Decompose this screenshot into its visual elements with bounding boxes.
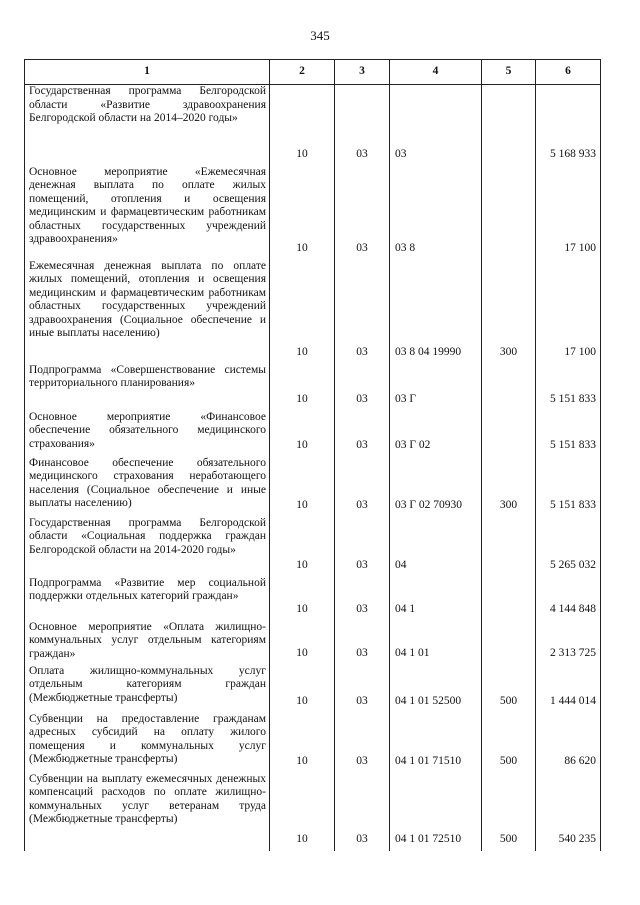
row-target-code: 04 1 01 71510 <box>390 713 482 773</box>
table-row <box>25 665 601 713</box>
row-section: 10 <box>270 665 335 713</box>
row-name: Государственная программа Белгородской области «Социальная поддержка граждан Белгородской области на 2014-2020 годы» <box>25 517 270 577</box>
row-target-code: 04 1 01 52500 <box>390 665 482 713</box>
row-name: Основное мероприятие «Оплата жилищно-коммунальных услуг отдельным категориям граждан» <box>25 621 270 665</box>
header-col-5: 5 <box>482 60 536 85</box>
row-target-code: 03 <box>390 85 482 166</box>
row-section: 10 <box>270 85 335 166</box>
row-section: 10 <box>270 517 335 577</box>
row-name: Основное мероприятие «Финансовое обеспечение обязательного медицинского страхования» <box>25 411 270 457</box>
row-expense-type <box>482 364 536 411</box>
header-col-6: 6 <box>536 60 601 85</box>
row-section: 10 <box>270 457 335 517</box>
table-row <box>25 457 601 517</box>
row-expense-type <box>482 517 536 577</box>
header-col-2: 2 <box>270 60 335 85</box>
row-subsection: 03 <box>335 411 390 457</box>
row-name: Финансовое обеспечение обязательного медицинского страхования неработающего населения (Социальное обеспечение и иные выплаты населению) <box>25 457 270 517</box>
row-section: 10 <box>270 577 335 621</box>
table-header-row <box>25 60 601 85</box>
row-target-code: 04 1 <box>390 577 482 621</box>
row-target-code: 03 Г <box>390 364 482 411</box>
row-expense-type: 500 <box>482 773 536 851</box>
table-row <box>25 260 601 364</box>
row-name: Ежемесячная денежная выплата по оплате жилых помещений, отопления и освещения медицинским и фармацевтическим работникам областных государственных учреждений здравоохранения (Социальное обеспечение и иные выплаты населению) <box>25 260 270 364</box>
row-name: Подпрограмма «Совершенствование системы территориального планирования» <box>25 364 270 411</box>
table-row <box>25 621 601 665</box>
row-expense-type <box>482 621 536 665</box>
row-amount: 86 620 <box>536 713 601 773</box>
table-row <box>25 85 601 166</box>
row-subsection: 03 <box>335 166 390 260</box>
table-row <box>25 166 601 260</box>
table-row <box>25 773 601 851</box>
row-expense-type <box>482 411 536 457</box>
row-name: Субвенции на предоставление гражданам адресных субсидий на оплату жилого помещения и коммунальных услуг (Межбюджетные трансферты) <box>25 713 270 773</box>
row-target-code: 03 Г 02 70930 <box>390 457 482 517</box>
row-subsection: 03 <box>335 517 390 577</box>
row-amount: 4 144 848 <box>536 577 601 621</box>
row-expense-type: 300 <box>482 260 536 364</box>
row-amount: 5 151 833 <box>536 457 601 517</box>
row-name: Субвенции на выплату ежемесячных денежных компенсаций расходов по оплате жилищно-коммунальных услуг ветеранам труда (Межбюджетные трансферты) <box>25 773 270 851</box>
row-subsection: 03 <box>335 665 390 713</box>
row-section: 10 <box>270 364 335 411</box>
row-expense-type <box>482 166 536 260</box>
table-row <box>25 577 601 621</box>
row-amount: 17 100 <box>536 166 601 260</box>
table-row <box>25 713 601 773</box>
row-amount: 5 265 032 <box>536 517 601 577</box>
row-name: Оплата жилищно-коммунальных услуг отдельным категориям граждан (Межбюджетные трансферты) <box>25 665 270 713</box>
row-subsection: 03 <box>335 713 390 773</box>
table-row <box>25 411 601 457</box>
row-amount: 5 151 833 <box>536 411 601 457</box>
row-target-code: 04 <box>390 517 482 577</box>
row-section: 10 <box>270 621 335 665</box>
row-section: 10 <box>270 411 335 457</box>
row-subsection: 03 <box>335 457 390 517</box>
row-amount: 540 235 <box>536 773 601 851</box>
row-amount: 5 151 833 <box>536 364 601 411</box>
row-expense-type: 500 <box>482 713 536 773</box>
row-subsection: 03 <box>335 773 390 851</box>
row-target-code: 04 1 01 <box>390 621 482 665</box>
row-expense-type <box>482 577 536 621</box>
row-target-code: 03 8 <box>390 166 482 260</box>
row-section: 10 <box>270 713 335 773</box>
row-subsection: 03 <box>335 621 390 665</box>
row-expense-type <box>482 85 536 166</box>
row-subsection: 03 <box>335 85 390 166</box>
header-col-3: 3 <box>335 60 390 85</box>
row-section: 10 <box>270 773 335 851</box>
row-target-code: 04 1 01 72510 <box>390 773 482 851</box>
row-name: Государственная программа Белгородской области «Развитие здравоохранения Белгородской области на 2014–2020 годы» <box>25 85 270 166</box>
row-name: Подпрограмма «Развитие мер социальной поддержки отдельных категорий граждан» <box>25 577 270 621</box>
row-expense-type: 300 <box>482 457 536 517</box>
table-row <box>25 364 601 411</box>
row-target-code: 03 Г 02 <box>390 411 482 457</box>
row-amount: 1 444 014 <box>536 665 601 713</box>
row-amount: 5 168 933 <box>536 85 601 166</box>
row-section: 10 <box>270 260 335 364</box>
page-number: 345 <box>310 28 330 43</box>
row-target-code: 03 8 04 19990 <box>390 260 482 364</box>
row-subsection: 03 <box>335 577 390 621</box>
table-row <box>25 517 601 577</box>
header-col-1: 1 <box>25 60 270 85</box>
row-section: 10 <box>270 166 335 260</box>
header-col-4: 4 <box>390 60 482 85</box>
row-name: Основное мероприятие «Ежемесячная денежная выплата по оплате жилых помещений, отопления и освещения медицинским и фармацевтическим работникам областных государственных учреждений здравоохранения» <box>25 166 270 260</box>
budget-table <box>24 59 601 851</box>
row-subsection: 03 <box>335 364 390 411</box>
row-amount: 17 100 <box>536 260 601 364</box>
row-subsection: 03 <box>335 260 390 364</box>
row-expense-type: 500 <box>482 665 536 713</box>
row-amount: 2 313 725 <box>536 621 601 665</box>
